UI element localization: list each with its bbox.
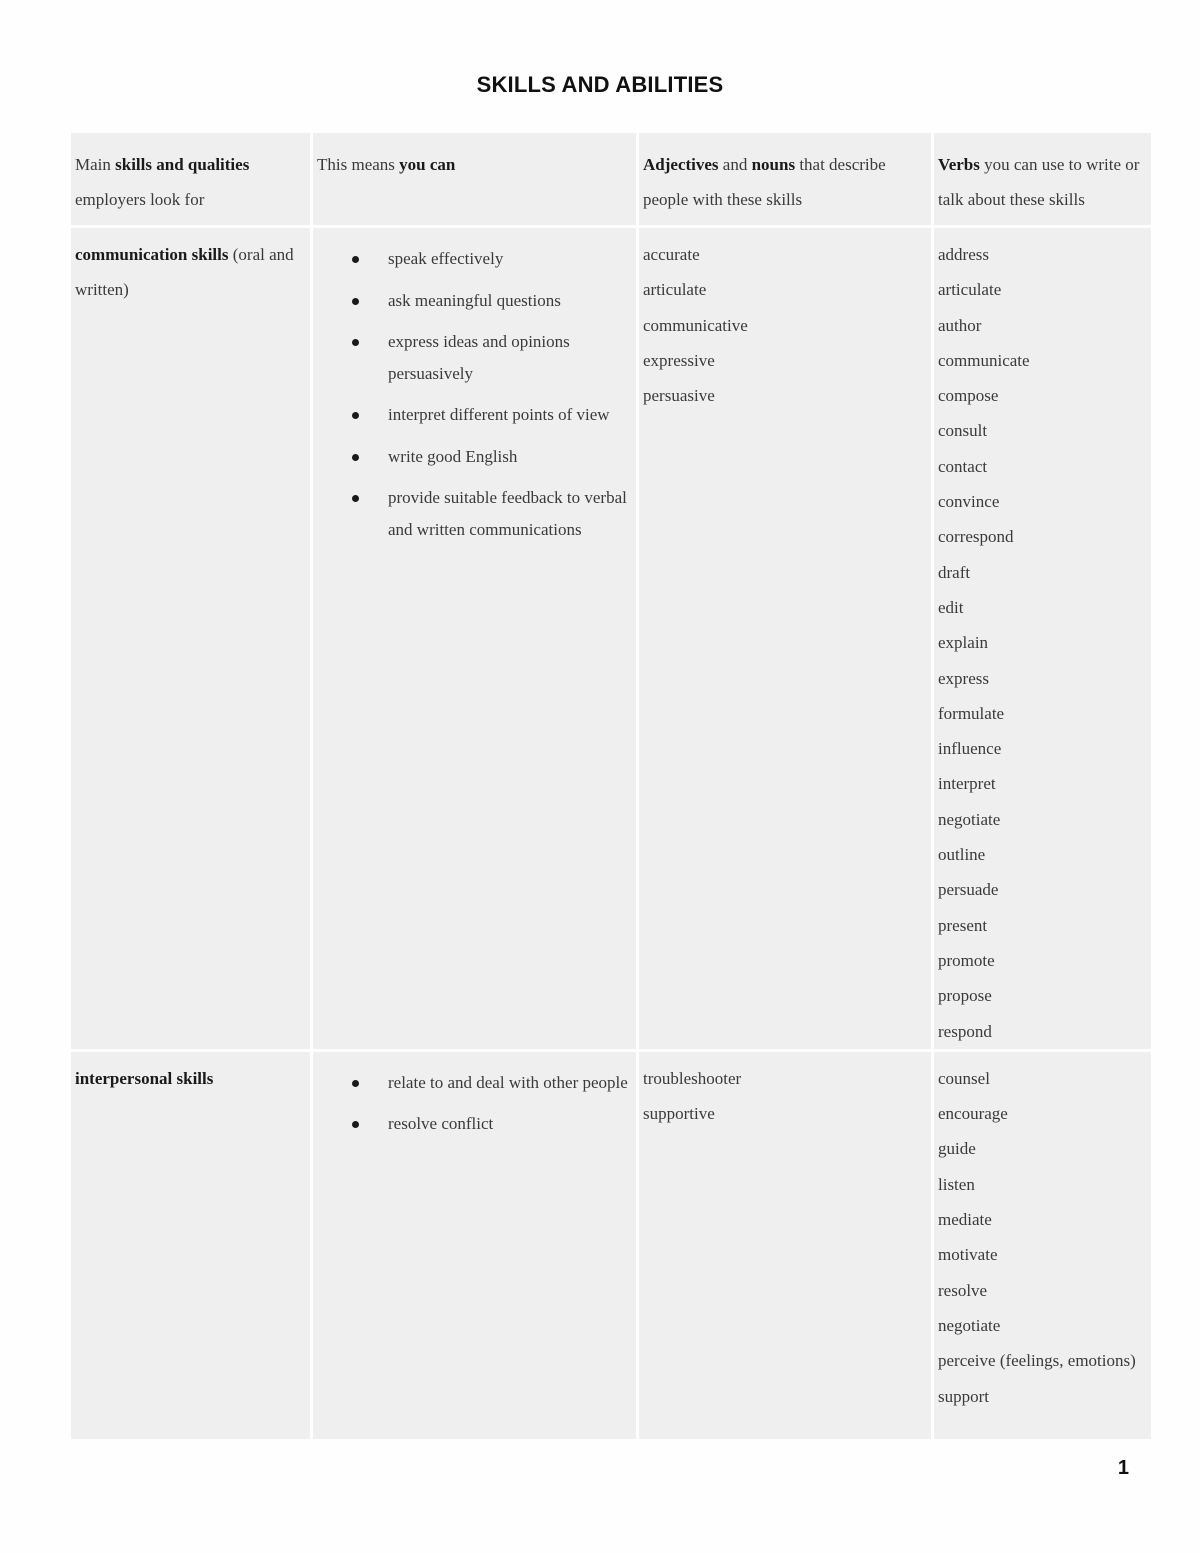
verbs-cell bbox=[934, 228, 1151, 1052]
list-item: edit bbox=[938, 597, 964, 617]
list-item: articulate bbox=[643, 280, 707, 300]
list-item: speak effectively bbox=[317, 243, 632, 275]
list-item: convince bbox=[938, 492, 1000, 512]
list-item: write good English bbox=[317, 441, 632, 473]
list-item: propose bbox=[938, 986, 992, 1006]
list-item: negotiate bbox=[938, 1315, 1001, 1335]
list-item: provide suitable feedback to verbal and written communications bbox=[317, 482, 632, 545]
list-item: support bbox=[938, 1386, 989, 1406]
verbs-cell bbox=[934, 1052, 1151, 1442]
verbs-list bbox=[938, 1061, 1147, 1414]
page-number: 1 bbox=[1117, 1457, 1129, 1479]
abilities-cell bbox=[313, 228, 639, 1052]
list-item: express bbox=[938, 668, 989, 688]
list-item: articulate bbox=[938, 280, 1002, 300]
list-item: persuade bbox=[938, 880, 999, 900]
adjectives-cell bbox=[639, 1052, 934, 1442]
bullet-icon bbox=[352, 298, 359, 305]
table-row bbox=[71, 1052, 1151, 1442]
list-item: resolve conflict bbox=[317, 1108, 632, 1140]
list-item: guide bbox=[938, 1139, 976, 1159]
bullet-icon bbox=[352, 495, 359, 502]
bullet-icon bbox=[352, 454, 359, 461]
list-item: express ideas and opinions persuasively bbox=[317, 326, 632, 389]
list-item: contact bbox=[938, 456, 988, 476]
page-title: SKILLS AND ABILITIES bbox=[476, 72, 724, 97]
list-item: relate to and deal with other people bbox=[317, 1067, 632, 1099]
list-item: compose bbox=[938, 386, 999, 406]
list-item: interpret bbox=[938, 774, 996, 794]
skill-cell: interpersonal skills bbox=[71, 1052, 313, 1442]
list-item: negotiate bbox=[938, 809, 1001, 829]
list-item: resolve bbox=[938, 1280, 988, 1300]
list-item: outline bbox=[938, 845, 986, 865]
list-item: expressive bbox=[643, 350, 715, 370]
list-item: perceive (feelings, emotions) bbox=[938, 1351, 1136, 1371]
list-item: supportive bbox=[643, 1104, 715, 1124]
list-item: communicate bbox=[938, 350, 1030, 370]
header-cell-adjectives: Adjectives and nouns that describe people with these skills bbox=[639, 133, 934, 228]
adjectives-cell bbox=[639, 228, 934, 1052]
list-item: promote bbox=[938, 950, 995, 970]
list-item: persuasive bbox=[643, 386, 715, 406]
list-item: correspond bbox=[938, 527, 1014, 547]
verbs-list bbox=[938, 237, 1147, 1049]
bullet-icon bbox=[352, 412, 359, 419]
abilities-cell bbox=[313, 1052, 639, 1442]
bullet-icon bbox=[352, 1121, 359, 1128]
bullet-icon bbox=[352, 339, 359, 346]
list-item: draft bbox=[938, 562, 971, 582]
list-item: ask meaningful questions bbox=[317, 285, 632, 317]
adjectives-list bbox=[643, 237, 927, 413]
bullet-icon bbox=[352, 256, 359, 263]
list-item: author bbox=[938, 315, 982, 335]
bullet-icon bbox=[352, 1080, 359, 1087]
list-item: explain bbox=[938, 633, 989, 653]
list-item: interpret different points of view bbox=[317, 399, 632, 431]
list-item: mediate bbox=[938, 1210, 992, 1230]
skills-table bbox=[71, 133, 1151, 1442]
list-item: counsel bbox=[938, 1068, 990, 1088]
list-item: encourage bbox=[938, 1104, 1008, 1124]
table-header-row bbox=[71, 133, 1151, 228]
list-item: troubleshooter bbox=[643, 1068, 742, 1088]
list-item: accurate bbox=[643, 245, 700, 264]
list-item: motivate bbox=[938, 1245, 998, 1265]
list-item: communicative bbox=[643, 315, 748, 335]
header-cell-skills: Main skills and qualities employers look for bbox=[71, 133, 313, 228]
list-item: consult bbox=[938, 421, 988, 441]
header-cell-means: This means you can bbox=[313, 133, 639, 228]
list-item: respond bbox=[938, 1021, 992, 1041]
list-item: formulate bbox=[938, 703, 1005, 723]
list-item: address bbox=[938, 245, 989, 264]
header-cell-verbs: Verbs you can use to write or talk about these skills bbox=[934, 133, 1151, 228]
table-row bbox=[71, 228, 1151, 1052]
adjectives-list bbox=[643, 1061, 927, 1132]
list-item: present bbox=[938, 915, 988, 935]
list-item: influence bbox=[938, 739, 1002, 759]
abilities-list bbox=[317, 1061, 632, 1140]
list-item: listen bbox=[938, 1174, 975, 1194]
abilities-list bbox=[317, 237, 632, 545]
skill-cell: communication skills (oral and written) bbox=[71, 228, 313, 1052]
